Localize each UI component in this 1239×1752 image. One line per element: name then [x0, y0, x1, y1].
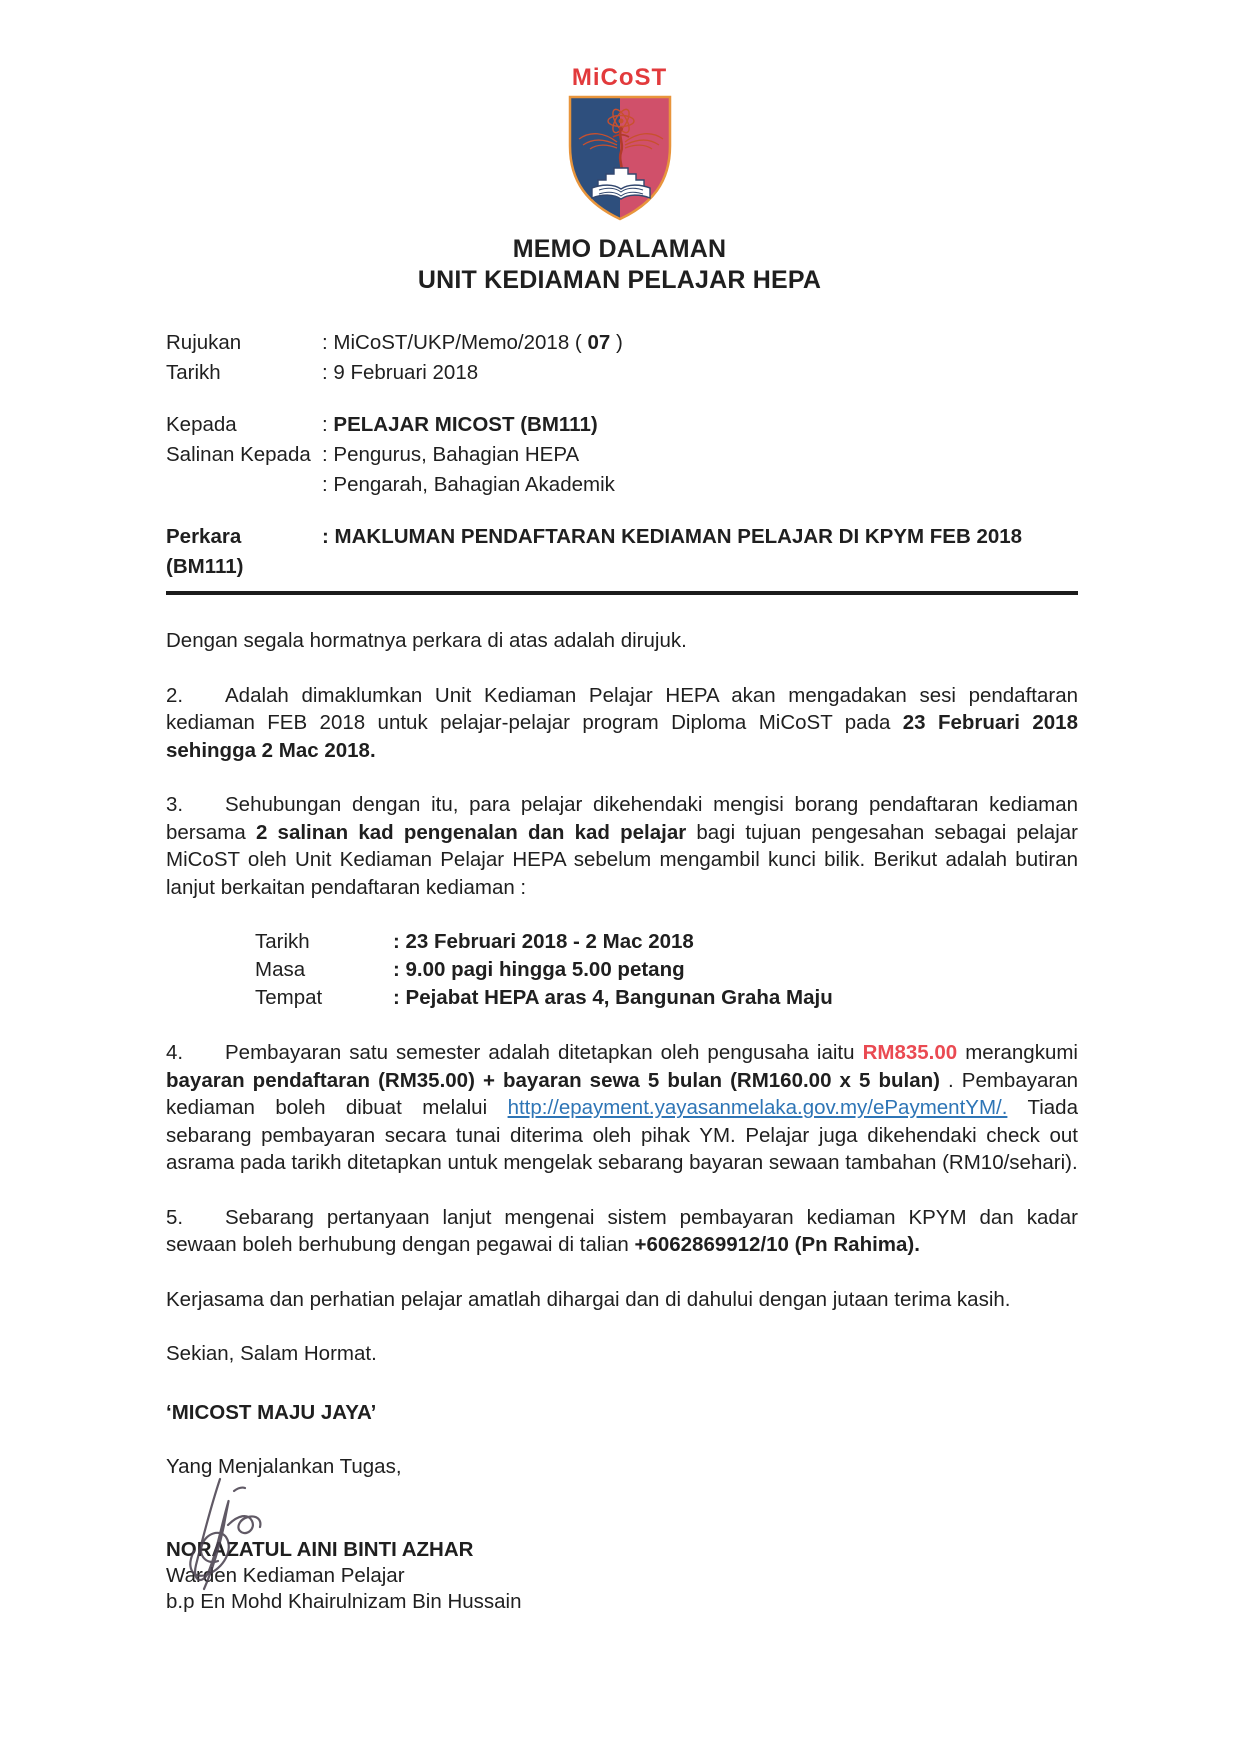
memo-title: MEMO DALAMAN: [512, 235, 727, 263]
epayment-link[interactable]: http://epayment.yayasanmelaka.gov.my/ePaymentYM/.: [507, 1096, 1008, 1119]
meta-row-rujukan: [166, 328, 1078, 358]
detail-row-tempat: Tempat : Pejabat HEPA aras 4, Bangunan Graha Maju: [255, 986, 833, 1009]
unit-title: UNIT KEDIAMAN PELAJAR HEPA: [417, 266, 822, 294]
salinan-value-2: : Pengarah, Bahagian Akademik: [322, 473, 615, 496]
signature-block: [166, 1537, 1078, 1615]
meta-row-salinan-1: [166, 440, 1078, 470]
meta-row-kepada: [166, 410, 1078, 440]
paragraph-4: 4. Pembayaran satu semester adalah ditetapkan oleh pengusaha iaitu RM835.00 merangkumi bayaran pendaftaran (RM35.00) + bayaran sewa 5 bulan (RM160.00 x 5 bulan) . Pembayaran kediaman boleh dibuat melalui http://epayment.yayasanmelaka.gov.my/ePaymentYM/. Tiada sebarang pembayaran secara tunai diterima oleh pihak YM. Pelajar juga dikehendaki check out asrama pada tarikh ditetapkan untuk mengelak sebarang bayaran sewaan tambahan (RM10/sehari).: [166, 1041, 1078, 1174]
rujukan-label: Rujukan: [166, 331, 242, 354]
salinan-label: Salinan Kepada: [166, 443, 311, 466]
tarikh-value: : 9 Februari 2018: [322, 361, 479, 384]
closing-salam: Sekian, Salam Hormat.: [166, 1342, 377, 1365]
micost-wordmark: MiCoST: [571, 64, 668, 91]
paragraph-5: 5. Sebarang pertanyaan lanjut mengenai sistem pembayaran kediaman KPYM dan kadar sewaan boleh berhubung dengan pegawai di talian +6062869912/10 (Pn Rahima).: [166, 1205, 1078, 1256]
meta-row-salinan-2: [166, 470, 1078, 500]
closing-thanks: Kerjasama dan perhatian pelajar amatlah dihargai dan di dahului dengan jutaan terima kasih.: [166, 1287, 1011, 1311]
tarikh-label: Tarikh: [166, 361, 221, 384]
header-block: [0, 234, 1239, 296]
signatory-on-behalf: b.p En Mohd Khairulnizam Bin Hussain: [166, 1589, 522, 1613]
perkara-label: Perkara: [166, 525, 242, 548]
paragraph-2: 2. Adalah dimaklumkan Unit Kediaman Pelajar HEPA akan mengadakan sesi pendaftaran kediaman FEB 2018 untuk pelajar-pelajar program Diploma MiCoST pada 23 Februari 2018 sehingga 2 Mac 2018.: [166, 683, 1078, 762]
salinan-value-1: : Pengurus, Bahagian HEPA: [322, 443, 580, 466]
rujukan-value: : MiCoST/UKP/Memo/2018 ( 07 ): [322, 331, 623, 354]
paragraph-3: 3. Sehubungan dengan itu, para pelajar dikehendaki mengisi borang pendaftaran kediaman bersama 2 salinan kad pengenalan dan kad pelajar bagi tujuan pengesahan sebagai pelajar MiCoST oleh Unit Kediaman Pelajar HEPA sebelum mengambil kunci bilik. Berikut adalah butiran lanjut berkaitan pendaftaran kediaman :: [166, 793, 1078, 899]
meta-block: [166, 328, 1078, 595]
logo-block: [0, 66, 1239, 224]
detail-row-masa: Masa : 9.00 pagi hingga 5.00 petang: [255, 958, 685, 981]
paragraph-5-number: 5.: [166, 1205, 184, 1229]
meta-row-perkara: [166, 522, 1078, 595]
salutation: Dengan segala hormatnya perkara di atas adalah dirujuk.: [166, 629, 687, 652]
amount-highlight: RM835.00: [862, 1041, 958, 1064]
perkara-value: : MAKLUMAN PENDAFTARAN KEDIAMAN PELAJAR DI KPYM FEB 2018 (BM111): [166, 525, 1023, 578]
signatory-title: Warden Kediaman Pelajar: [166, 1563, 405, 1587]
kepada-value: : PELAJAR MICOST (BM111): [322, 413, 598, 436]
signatory-name: NORAZATUL AINI BINTI AZHAR: [166, 1537, 474, 1561]
paragraph-2-number: 2.: [166, 683, 184, 707]
meta-row-tarikh: [166, 358, 1078, 388]
memo-content: [0, 328, 1239, 1615]
signature-intro: Yang Menjalankan Tugas,: [166, 1455, 402, 1478]
detail-row-tarikh: Tarikh : 23 Februari 2018 - 2 Mac 2018: [255, 930, 694, 953]
kepada-label: Kepada: [166, 413, 237, 436]
motto: ‘MICOST MAJU JAYA’: [166, 1400, 377, 1424]
paragraph-4-number: 4.: [166, 1041, 184, 1064]
registration-details: [166, 928, 1078, 1012]
micost-crest-icon: [564, 92, 676, 224]
paragraph-3-number: 3.: [166, 793, 184, 816]
